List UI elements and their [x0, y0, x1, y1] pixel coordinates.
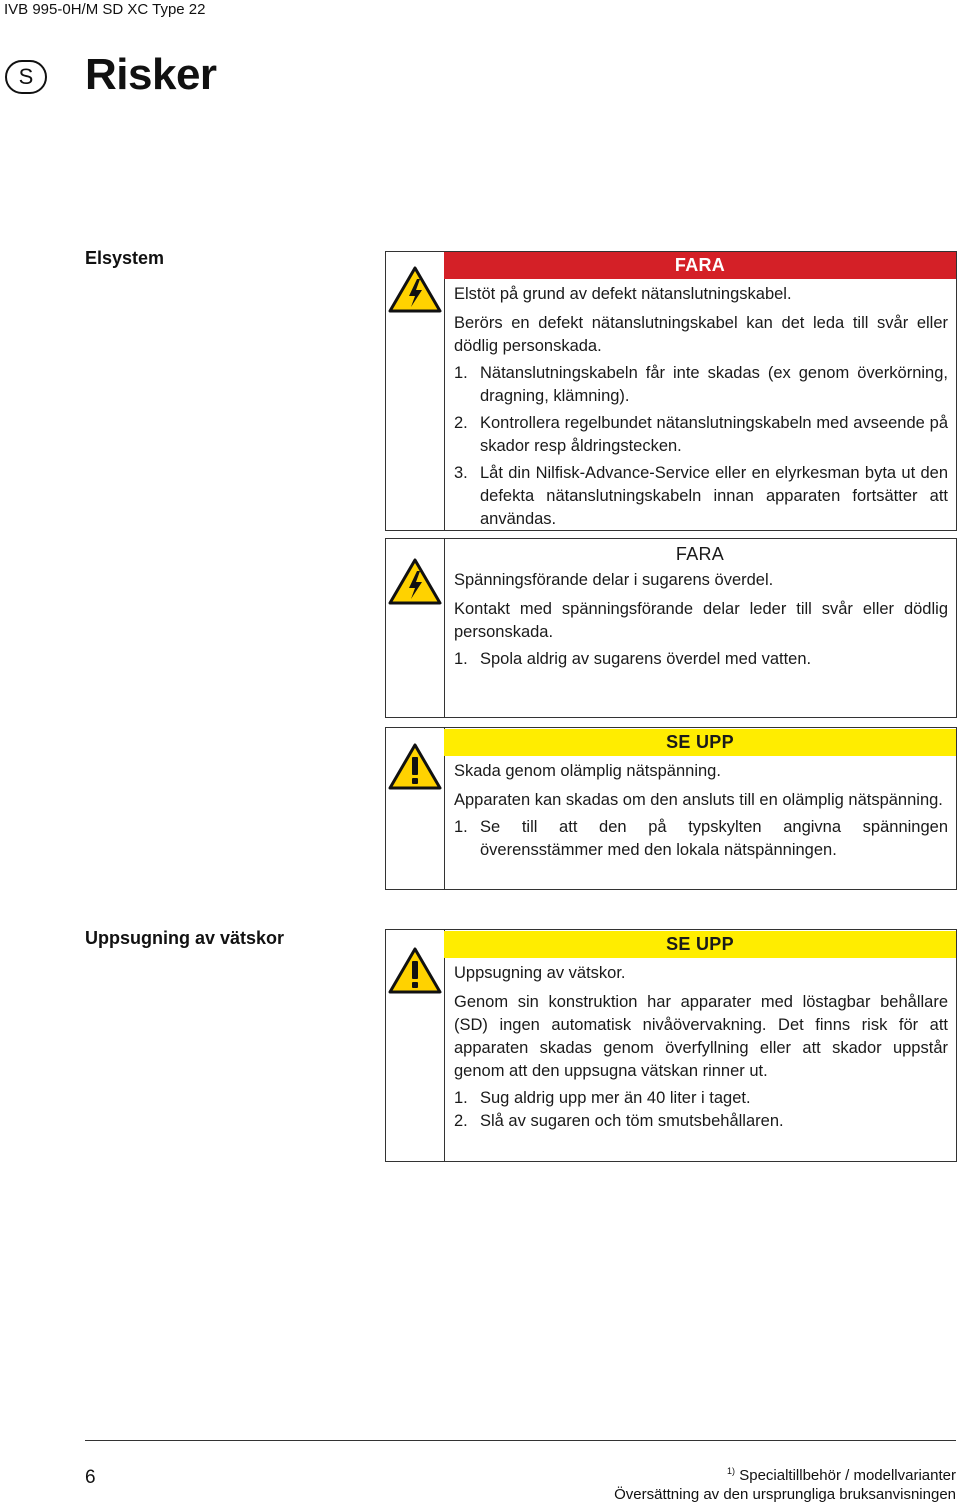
list-number: 1.	[454, 364, 468, 382]
caution-notice-voltage	[385, 727, 957, 890]
caution-notice-liquids	[385, 929, 957, 1162]
list-text: Nätanslutningskabeln får inte skadas (ex genom överkörning, dragning, klämning).	[480, 364, 948, 405]
hazard-consequence: Genom sin konstruktion har apparater med löstagbar behållare (SD) ingen automatisk nivåövervakning. Det finns risk för att apparaten skadas genom överfyllning eller att skador uppstår genom att den uppsugna vätskan rinner ut.	[454, 993, 948, 1080]
section-title-elsystem: Elsystem	[85, 248, 165, 268]
notice-content	[444, 728, 956, 889]
danger-notice-live-parts	[385, 538, 957, 718]
electric-hazard-icon	[387, 557, 443, 607]
hazard-consequence: Apparaten kan skadas om den ansluts till en olämplig nätspänning.	[454, 791, 943, 809]
list-text: Spola aldrig av sugarens överdel med vatten.	[480, 650, 812, 668]
hazard-consequence: Kontakt med spänningsförande delar leder till svår eller dödlig personskada.	[454, 600, 948, 641]
hazard-lead: Elstöt på grund av defekt nätanslutningskabel.	[454, 285, 792, 303]
list-number: 1.	[454, 1089, 468, 1107]
signal-word-danger: FARA	[675, 544, 725, 564]
hazard-lead: Uppsugning av vätskor.	[454, 964, 626, 982]
list-item	[444, 1110, 956, 1133]
language-badge: S	[5, 60, 47, 94]
list-number: 3.	[454, 464, 468, 482]
notice-content	[444, 539, 956, 717]
electric-hazard-icon	[387, 265, 443, 315]
list-number: 1.	[454, 650, 468, 668]
icon-column	[386, 930, 445, 1161]
list-item	[444, 816, 956, 862]
notice-content	[444, 252, 956, 530]
page-title: Risker	[85, 50, 217, 99]
page-number: 6	[85, 1467, 96, 1488]
list-item	[444, 648, 956, 671]
icon-column	[386, 728, 445, 889]
warning-exclamation-icon	[387, 742, 443, 792]
hazard-consequence: Berörs en defekt nätanslutningskabel kan det leda till svår eller dödlig personskada.	[454, 314, 948, 355]
list-number: 2.	[454, 414, 468, 432]
section-title-liquids: Uppsugning av vätskor	[85, 928, 285, 948]
list-item	[444, 362, 956, 408]
hazard-lead: Spänningsförande delar i sugarens överdel.	[454, 571, 774, 589]
notice-content	[444, 930, 956, 1161]
list-text: Slå av sugaren och töm smutsbehållaren.	[480, 1112, 784, 1130]
list-item	[444, 1087, 956, 1110]
danger-notice-cable	[385, 251, 957, 531]
list-number: 1.	[454, 818, 468, 836]
list-item	[444, 462, 956, 531]
list-text: Kontrollera regelbundet nätanslutningskabeln med avseende på skador resp åldringstecken.	[480, 414, 948, 455]
list-text: Se till att den på typskylten angivna spänningen överensstämmer med den lokala nätspänningen.	[480, 818, 948, 859]
signal-word-caution: SE UPP	[444, 931, 956, 958]
signal-word-caution: SE UPP	[444, 729, 956, 756]
list-item	[444, 412, 956, 458]
list-number: 2.	[454, 1112, 468, 1130]
warning-exclamation-icon	[387, 946, 443, 996]
hazard-lead: Skada genom olämplig nätspänning.	[454, 762, 721, 780]
list-text: Sug aldrig upp mer än 40 liter i taget.	[480, 1089, 751, 1107]
signal-word-danger: FARA	[444, 252, 956, 279]
translation-note: Översättning av den ursprungliga bruksanvisningen	[614, 1486, 956, 1503]
icon-column	[386, 252, 445, 530]
footnote-marker: 1)	[727, 1466, 736, 1476]
document-code: IVB 995-0H/M SD XC Type 22	[4, 1, 206, 18]
footnote-text: Specialtillbehör / modellvarianter	[739, 1467, 956, 1484]
icon-column	[386, 539, 445, 717]
footnote	[727, 1466, 956, 1484]
list-text: Låt din Nilfisk-Advance-Service eller en elyrkesman byta ut den defekta nätanslutningskabeln innan apparaten fortsätter att användas.	[480, 464, 948, 528]
footer-divider	[85, 1440, 956, 1441]
